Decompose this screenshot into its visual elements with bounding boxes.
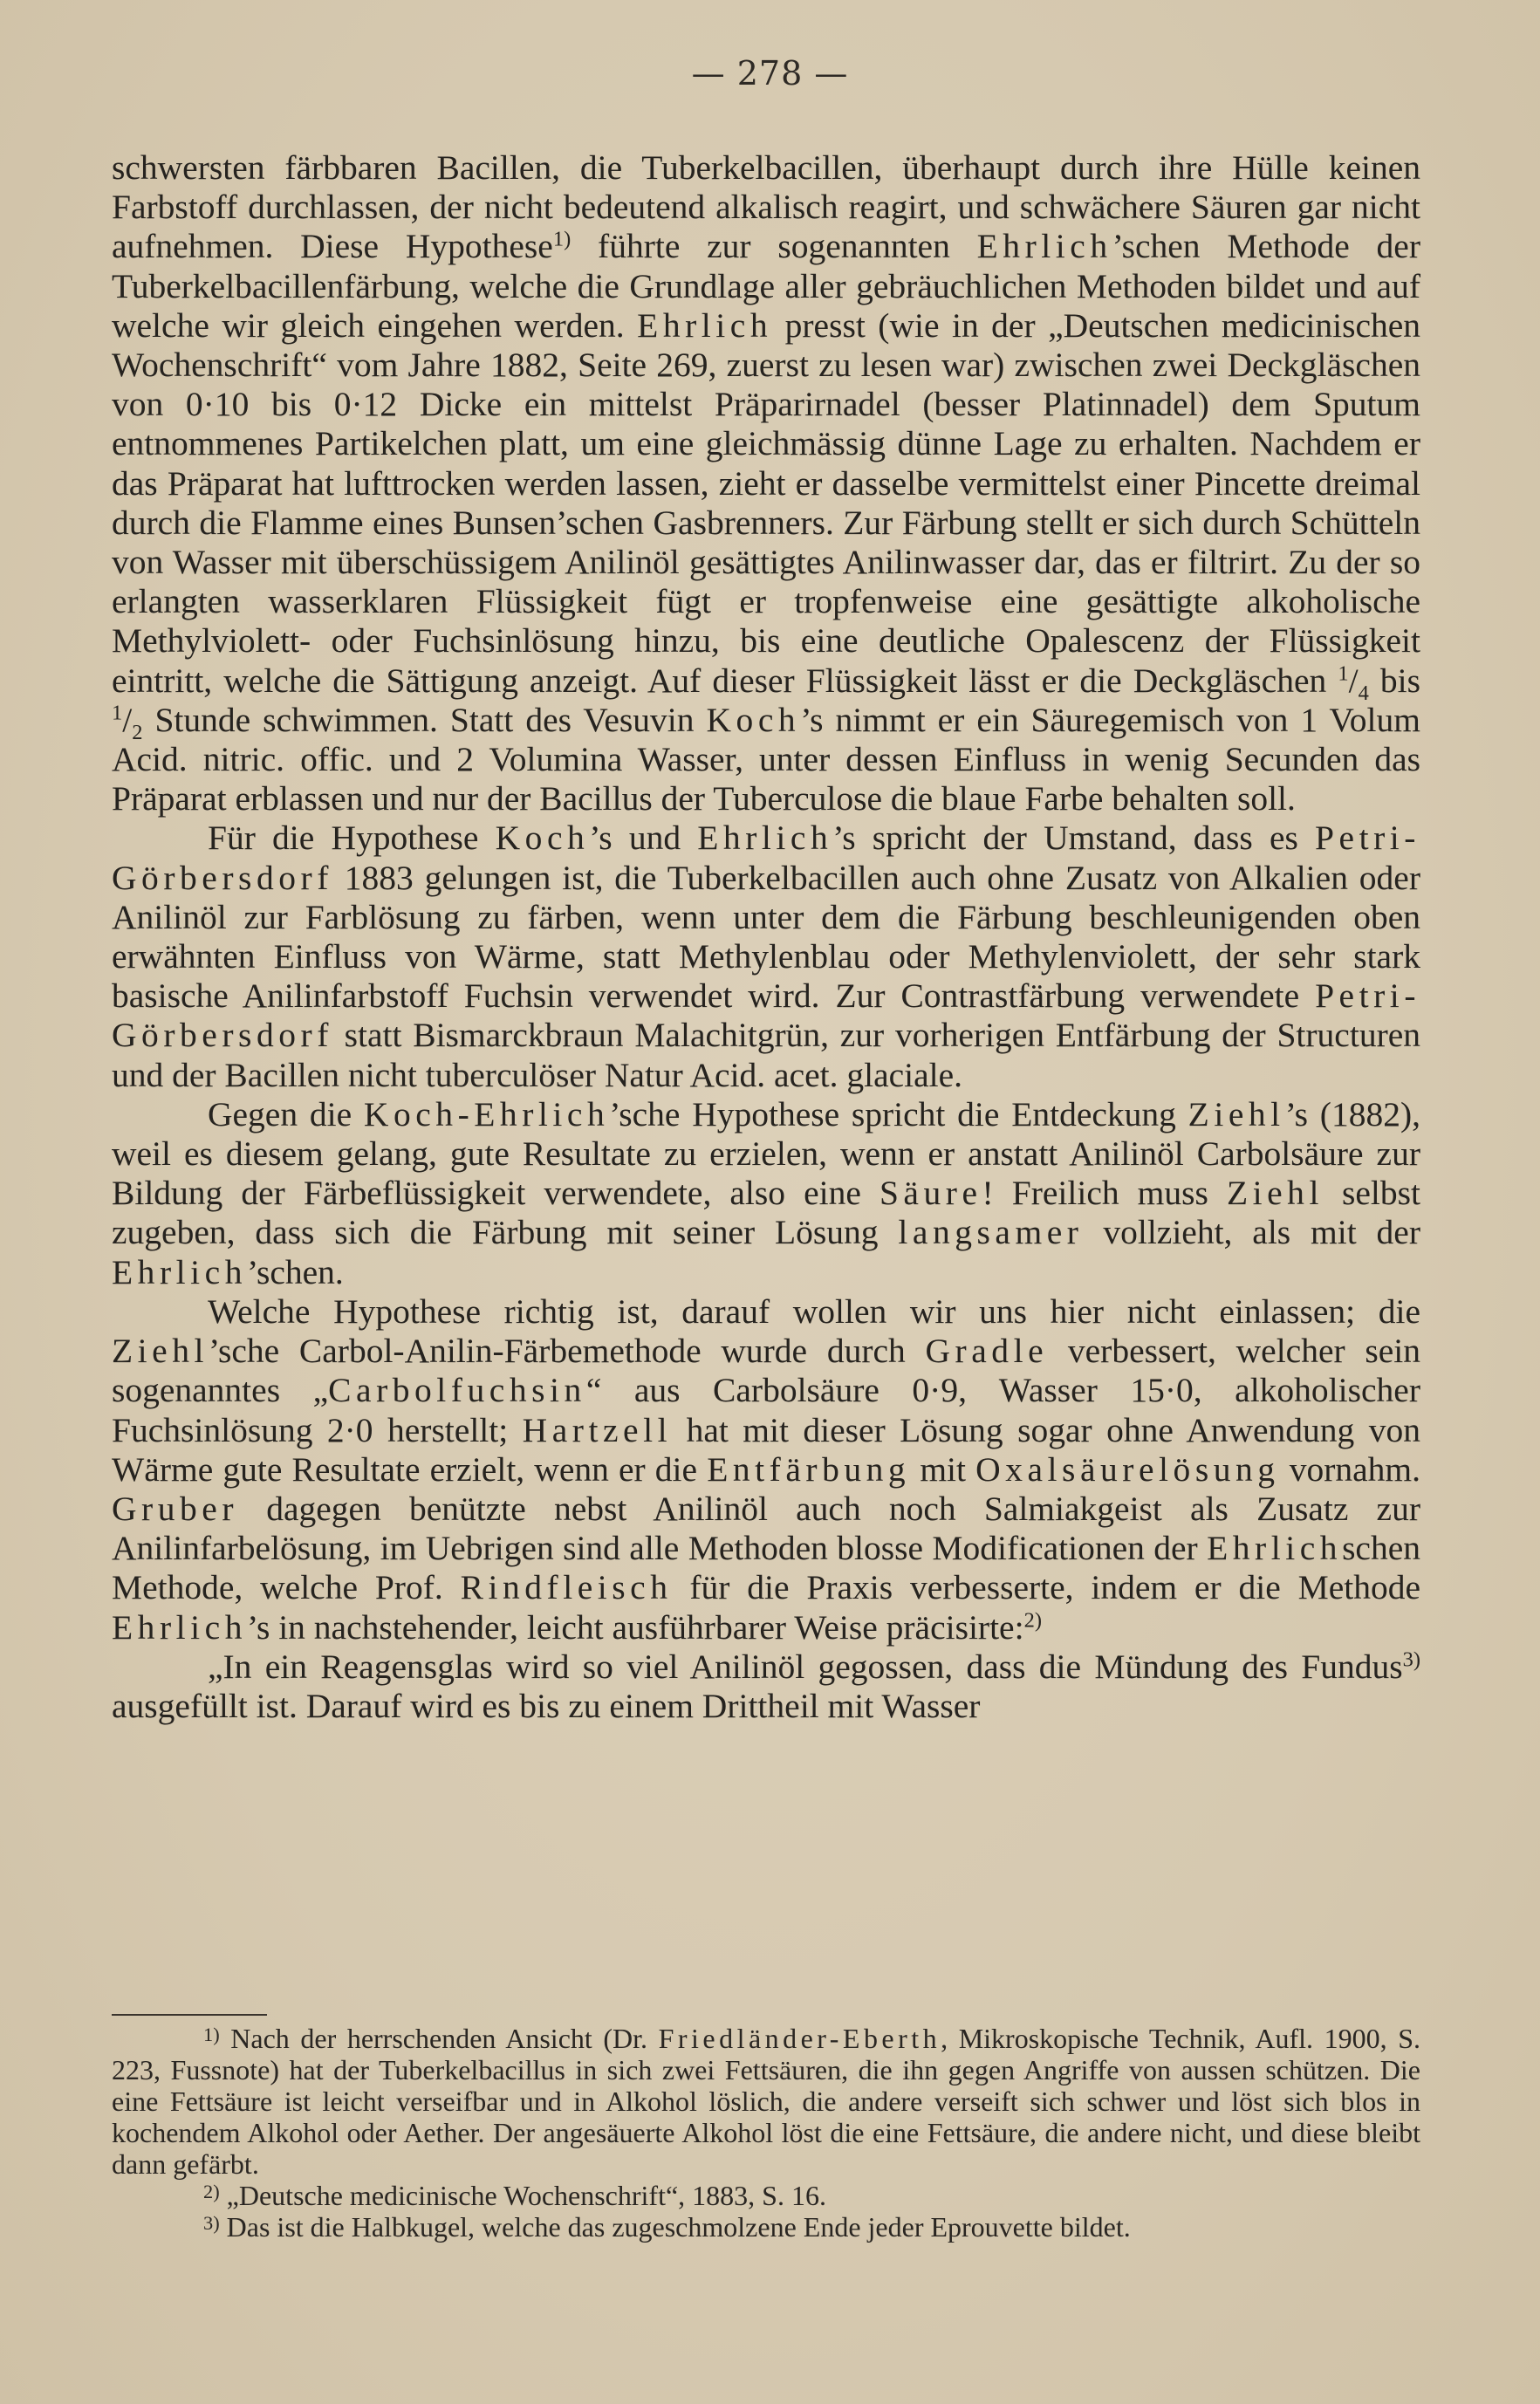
fraction: $^1/_2$ (112, 700, 143, 744)
text-run: führte zur sogenannten (571, 227, 977, 266)
spaced-name: Säure (879, 1174, 982, 1213)
spaced-name: Koch-Ehrlich (363, 1094, 610, 1134)
paragraph-3 (112, 1095, 1420, 1292)
text-run: Welche Hypothese richtig ist, darauf wollen wir uns hier nicht einlassen; die (208, 1291, 1420, 1331)
text-run: ! Freilich muss (982, 1174, 1227, 1213)
fraction: $^1/_4$ (1338, 661, 1369, 705)
spaced-name: Koch (495, 818, 590, 858)
spaced-name: Entfärbung (707, 1449, 911, 1489)
text-run: hat mit dieser Lösung sogar ohne Anwendung von Wärme gute Resultate erzielt, wenn er die (112, 1410, 1420, 1489)
text-run: schwersten färbbaren Bacillen, die Tuberkelbacillen, überhaupt durch ihre Hülle keinen Farbstoff durchlassen, der nicht bedeutend alkalisch reagirt, und schwächere Säuren gar nicht aufnehmen. Diese Hypothese (112, 148, 1420, 266)
text-run: Gegen die (208, 1094, 364, 1134)
text-run: bis (1368, 661, 1420, 700)
text-run: dagegen benützte nebst Anilinöl auch noch Salmiakgeist als Zusatz zur Anilinfarbelösung, im Uebrigen sind alle Methoden blosse Modificationen der (112, 1489, 1420, 1568)
spaced-name: Ehrlich (112, 1252, 247, 1291)
text-run: , Mikroskopische Technik, Aufl. 1900, S. 223, Fussnote) hat der Tuberkelbacillus in sich zwei Fettsäuren, die ihn gegen Angriffe von aussen schützen. Die eine Fettsäure ist leicht verseifbar und in Alkohol löslich, die andere verseift sich schwer und löst sich blos in kochendem Alkohol oder Aether. Der angesäuerte Alkohol löst die eine Fettsäure, die andere nicht, und diese bleibt dann gefärbt. (112, 2023, 1421, 2180)
main-text (112, 148, 1420, 1726)
spaced-name: Ehrlich (112, 1607, 247, 1647)
paragraph-2 (112, 818, 1420, 1094)
text-run: ’s spricht der Umstand, dass es (832, 818, 1316, 858)
spaced-name: Koch (706, 700, 801, 739)
footnote-2 (112, 2180, 1420, 2211)
footnote-reference: 2) (1023, 1608, 1042, 1633)
spaced-name: Rindfleisch (460, 1568, 673, 1607)
spaced-name: Ziehl (1188, 1094, 1285, 1134)
text-run: schen Methode, welche Prof. (112, 1529, 1420, 1607)
spaced-name: Ehrlich (697, 818, 833, 858)
text-run: presst (wie in der „Deutschen medicinischen Wochenschrift“ vom Jahre 1882, Seite 269, zuerst zu lesen war) zwischen zwei Deckgläschen von 0·10 bis 0·12 Dicke ein mittelst Präparirnadel (besser Platinnadel) dem Sputum entnommenes Partikelchen platt, um eine gleichmässig dünne Lage zu erhalten. Nachdem er das Präparat hat lufttrocken werden lassen, zieht er dasselbe vermittelst einer Pincette dreimal durch die Flamme eines Bunsen’schen Gasbrenners. Zur Färbung stellt er sich durch Schütteln von Wasser mit überschüssigem Anilinöl gesättigtes Anilinwasser dar, das er filtrirt. Zu der so erlangten wasserklaren Flüssigkeit fügt er tropfenweise eine gesättigte alkoholische Methylviolett- oder Fuchsinlösung hinzu, bis eine deutliche Opalescenz der Flüssigkeit eintritt, welche die Sättigung anzeigt. Auf dieser Flüssigkeit lässt er die Deckgläschen (112, 305, 1421, 700)
text-run: vollzieht, als mit der (1083, 1213, 1420, 1252)
text-run: ’sche Hypothese spricht die Entdeckung (609, 1094, 1188, 1134)
footnote-1 (112, 2023, 1420, 2180)
text-run: ’s in nachstehender, leicht ausführbarer Weise präcisirte: (246, 1607, 1024, 1647)
text-run: ausgefüllt ist. Darauf wird es bis zu einem Drittheil mit Wasser (112, 1686, 981, 1725)
spaced-name: Hartzell (522, 1410, 673, 1449)
text-run: mit (910, 1449, 976, 1489)
text-run: ’schen Methode der Tuberkelbacillenfärbung, welche die Grundlage aller gebräuchlichen Methoden bildet und auf welche wir gleich eingehen werden. (112, 227, 1420, 345)
text-run: ’s nimmt er ein Säuregemisch von 1 Volum Acid. nitric. offic. und 2 Volumina Wasser, unter dessen Einfluss in wenig Secunden das Präparat erblassen und nur der Bacillus der Tuberculose die blaue Farbe behalten soll. (112, 700, 1420, 818)
footnote-reference: 1) (552, 227, 572, 251)
paragraph-5 (112, 1647, 1420, 1726)
text-run: 1883 gelungen ist, die Tuberkelbacillen auch ohne Zusatz von Alkalien oder Anilinöl zur Farblösung zu färben, wenn unter dem die Färbung beschleunigenden oben erwähnten Einfluss von Wärme, statt Methylenblau oder Methylenviolett, der sehr stark basische Anilinfarbstoff Fuchsin verwendet wird. Zur Contrastfärbung verwendete (112, 858, 1420, 1016)
text-run: “ aus Carbolsäure 0·9, Wasser 15·0, alkoholischer Fuchsinlösung 2·0 herstellt; (112, 1371, 1420, 1449)
text-run: Nach der herrschenden Ansicht (Dr. (219, 2023, 659, 2054)
footnote-marker: 1) (203, 2024, 220, 2046)
text-run: vornahm. (1279, 1449, 1420, 1489)
spaced-name: Ziehl (112, 1332, 209, 1371)
text-run: Stunde schwimmen. Statt des Vesuvin (142, 700, 707, 739)
spaced-name: Petri-Görbersdorf (112, 818, 1420, 897)
spaced-name: Ehrlich (976, 227, 1112, 266)
text-run: statt Bismarckbraun Malachitgrün, zur vorherigen Entfärbung der Structuren und der Bacillen nicht tuberculöser Natur Acid. acet. glaciale. (112, 1016, 1420, 1094)
spaced-name: Friedländer-Eberth (658, 2023, 941, 2054)
page-number: — 278 — (691, 54, 849, 92)
spaced-name: Petri-Görbersdorf (112, 976, 1420, 1055)
text-run: Das ist die Halbkugel, welche das zugeschmolzene Ende jeder Eprouvette bildet. (219, 2211, 1131, 2243)
paragraph-4 (112, 1292, 1420, 1647)
spaced-name: Carbolfuchsin (328, 1371, 586, 1410)
text-run: ’s (1882), weil es diesem gelang, gute Resultate zu erzielen, wenn er anstatt Anilinöl Carbolsäure zur Bildung der Färbeflüssigkeit verwendete, also eine (112, 1094, 1420, 1213)
text-run: ’sche Carbol-Anilin-Färbemethode wurde durch (209, 1332, 926, 1371)
spaced-name: Ehrlich (637, 305, 773, 345)
footnote-marker: 3) (203, 2212, 220, 2235)
text-run: verbessert, welcher sein sogenanntes „ (112, 1332, 1420, 1410)
text-run: Für die Hypothese (208, 818, 496, 858)
footnotes (112, 2023, 1420, 2243)
spaced-name: Ziehl (1226, 1174, 1324, 1213)
text-run: für die Praxis verbesserte, indem er die Methode (672, 1568, 1420, 1607)
spaced-name: Gradle (925, 1332, 1049, 1371)
footnote-marker: 2) (203, 2181, 220, 2203)
spaced-name: Oxalsäurelösung (975, 1449, 1280, 1489)
footnote-3 (112, 2211, 1420, 2243)
text-run: selbst zugeben, dass sich die Färbung mit seiner Lösung (112, 1174, 1421, 1252)
paragraph-1 (112, 148, 1420, 818)
text-run: ’schen. (246, 1252, 344, 1291)
text-run: „In ein Reagensglas wird so viel Anilinöl gegossen, dass die Mündung des Fundus (208, 1647, 1403, 1686)
spaced-name: langsamer (898, 1213, 1084, 1252)
footnote-separator (112, 2014, 267, 2016)
text-run: ’s und (589, 818, 698, 858)
spaced-name: Gruber (112, 1489, 239, 1528)
spaced-name: Ehrlich (1207, 1529, 1343, 1568)
footnote-reference: 3) (1402, 1647, 1420, 1672)
text-run: „Deutsche medicinische Wochenschrift“, 1883, S. 16. (219, 2180, 826, 2211)
